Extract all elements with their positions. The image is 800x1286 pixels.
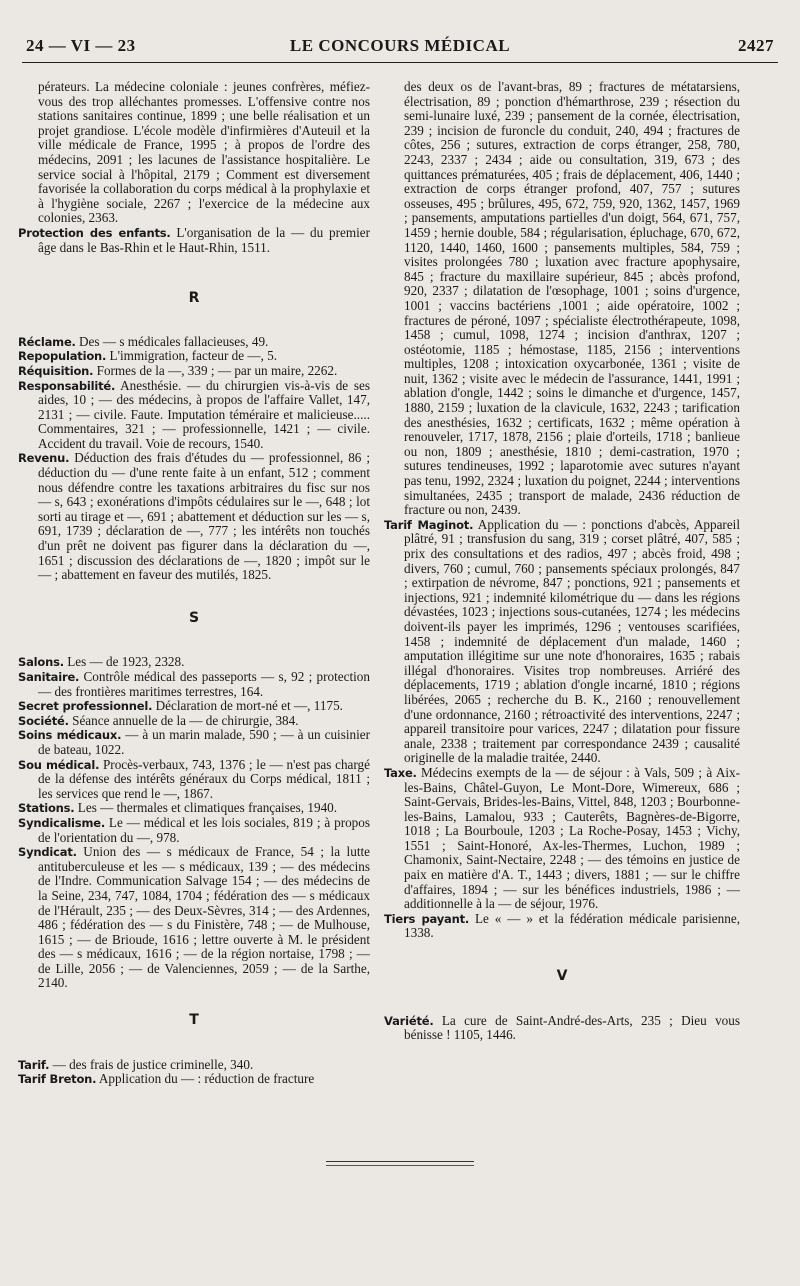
index-term: Syndicat. <box>18 845 77 860</box>
index-term: Syndicalisme. <box>18 815 105 830</box>
index-term: Revenu. <box>18 451 70 466</box>
index-entry <box>18 364 370 379</box>
index-entry <box>18 655 370 670</box>
index-entry <box>18 801 370 816</box>
index-entry <box>18 335 370 350</box>
index-entry <box>384 766 740 912</box>
index-entry <box>18 758 370 802</box>
index-term: Sou médical. <box>18 757 100 772</box>
index-entry <box>384 518 740 766</box>
page-issue-number: 24 — VI — 23 <box>26 36 136 55</box>
index-term: Repopulation. <box>18 349 107 364</box>
index-text: Union des — s médicaux de France, 54 ; la lutte antituberculeuse et les — s médicaux, 139 ; — des médecins de l'Indre. Communication Salvage 154 ; — des médecins de la Seine, 234, 747, 1084, 1704 ; fédération des — s médicaux de l'Hérault, 235 ; — des Deux-Sèvres, 314 ; — des Ardennes, 486 ; fédération des — s du Finistère, 748 ; — de Mulhouse, 1615 ; — de Brioude, 1616 ; lettre ouverte à M. le président des — s médicaux, 1616 ; — de la région nortaise, 1798 ; — de Lille, 2056 ; — de Valenciennes, 2059 ; — de la Sarthe, 2140. <box>38 844 370 991</box>
page-number: 2427 <box>738 36 774 55</box>
footer-rule-thin <box>326 1165 474 1166</box>
index-entry <box>18 845 370 991</box>
right-column <box>384 80 740 1043</box>
index-entry <box>18 728 370 757</box>
index-term: Variété. <box>384 1013 434 1028</box>
index-text: Les — thermales et climatiques françaises, 1940. <box>74 800 338 816</box>
index-entry <box>18 670 370 699</box>
index-entry <box>18 451 370 582</box>
index-entry <box>384 912 740 941</box>
index-entry <box>18 349 370 364</box>
index-entry <box>18 714 370 729</box>
index-term: Tarif Breton. <box>18 1072 97 1087</box>
index-term: Secret professionnel. <box>18 699 153 714</box>
index-text: Médecins exempts de la — de séjour : à Vals, 509 ; à Aix-les-Bains, Châtel-Guyon, Le Mont-Dore, Wimereux, 686 ; Saint-Gervais, Brides-les-Bains, Vittel, 848, 1203 ; Bourbonne-les-Bains, Lamalou, 933 ; Cauterêts, Bagnères-de-Bigorre, 1018 ; La Bourboule, 1203 ; La Roche-Posay, 1453 ; Vichy, 1551 ; Saint-Honoré, Ax-les-Thermes, Luchon, 1989 ; Chamonix, Saint-Nectaire, 2248 ; — des témoins en justice de paix en matière d'A. T., 1443 ; divers, 1881 ; — sur le chiffre d'affaires, 1894 ; — sur les bénéfices industriels, 1986 ; — additionnelle à la — de séjour, 1976. <box>404 764 740 912</box>
section-letter-r: R <box>188 290 200 307</box>
index-text: Déduction des frais d'études du — professionnel, 86 ; déduction du — d'une rente faite à un enfant, 512 ; comment nous défendre contre les taxations arbitraires du fisc sur nos — s, 643 ; exonérations d'impôts cédulaires sur le —, 648 ; lot sorti au tirage et —, 691 ; abattement et déduction sur les — s, 691, 1739 ; déclaration de —, 777 ; les intérêts non touchés d'un prêt ne doivent pas figurer dans la déclaration du —, 1651 ; discussion des déclarations de —, 1820 ; impôt sur le — ; abattement en faveur des mutilés, 1825. <box>38 450 370 583</box>
index-text: Formes de la —, 339 ; — par un maire, 2262. <box>93 362 338 378</box>
index-term: Tarif Maginot. <box>384 517 474 532</box>
index-entry <box>18 1058 370 1073</box>
index-term: Taxe. <box>384 765 417 780</box>
index-entry <box>18 699 370 714</box>
index-entry <box>18 379 370 452</box>
section-letter-t: T <box>189 1012 199 1029</box>
index-text: Déclaration de mort-né et —, 1175. <box>152 698 343 714</box>
index-text: Application du — : ponctions d'abcès, Appareil plâtré, 91 ; transfusion du sang, 319 ; corset plâtré, 407, 585 ; prix des consultations et des radios, 497 ; abcès froid, 498 ; divers, 760 ; cumul, 760 ; pansements spéciaux prolongés, 847 ; extirpation de névrome, 847 ; ponctions, 921 ; pansements et injections, 921 ; indemnité kilométrique du — dans les régions dévastées, 1023 ; injections sous-cutanées, 1274 ; les médecins doivent-ils payer les imprimés, 1296 ; ventouses scarifiées, 1458 ; indemnité de déplacement d'un malade, 1460 ; amputation illégitime sur une note d'honoraires, 1635 ; rabais illégal d'honoraires. Visites trop nombreuses. Arriéré des déplacements, 1719 ; ablation d'ongle incarné, 1810 ; régions libérées, 2065 ; recherche du B. K., 2160 ; renouvellement d'une ordonnance, 2160 ; rétroactivité des interventions, 2247 ; appareil transitoire pour varices, 2247 ; dilatation pour fissure anale, 2338 ; traitement par correspondance 2439 ; causalité originelle de la maladie traitée, 2440. <box>404 516 740 766</box>
index-text: Procès-verbaux, 743, 1376 ; le — n'est pas chargé de la défense des intérêts généraux du Corps médical, 1811 ; les services que rend le —, 1867. <box>38 756 370 801</box>
index-text: L'immigration, facteur de —, 5. <box>106 348 278 364</box>
index-text: Les — de 1923, 2328. <box>63 654 185 670</box>
index-text: L'organisation de la — du premier âge dans le Bas-Rhin et le Haut-Rhin, 1511. <box>38 224 371 255</box>
index-text: Application du — : réduction de fracture <box>96 1071 315 1087</box>
index-term: Responsabilité. <box>18 378 116 393</box>
index-text: Le « — » et la fédération médicale parisienne, 1338. <box>404 910 740 941</box>
index-entry <box>18 226 370 255</box>
index-term: Protection des enfants. <box>18 225 171 240</box>
page-header <box>22 36 778 63</box>
index-entry <box>18 1072 370 1087</box>
index-term: Société. <box>18 713 69 728</box>
index-entry <box>18 816 370 845</box>
index-term: Sanitaire. <box>18 670 80 684</box>
index-text: Des — s médicales fallacieuses, 49. <box>75 333 269 349</box>
left-column <box>18 80 370 1087</box>
index-term: Stations. <box>18 801 75 816</box>
index-text: — à un marin malade, 590 ; — à un cuisinier de bateau, 1022. <box>38 727 370 757</box>
index-term: Tarif. <box>18 1057 50 1072</box>
index-text: — des frais de justice criminelle, 340. <box>49 1056 254 1072</box>
index-text: Le — médical et les lois sociales, 819 ; à propos de l'orientation du —, 978. <box>38 814 370 845</box>
footer-rule <box>326 1161 474 1162</box>
index-text: Anesthésie. — du chirurgien vis-à-vis de ses aides, 10 ; — des médecins, à propos de l'affaire Vallet, 147, 2131 ; — civile. Faute. Imputation téméraire et malicieuse..... Commentaires, 321 ; — professionnelle, 1421 ; — civile. Accident du travail. Voie de recours, 1540. <box>38 377 370 451</box>
continued-entry-text: pérateurs. La médecine coloniale : jeunes confrères, méfiez-vous des trop alléchantes promesses. L'offensive contre nos stations sanitaires continue, 1899 ; une belle réalisation et un projet grandiose. L'école modèle d'infirmières d'Auteuil et la ville médicale de France, 1995 ; à propos de l'ordre des médecins, 2091 ; les lacunes de l'assistance hospitalière. Le service social à l'hôpital, 2179 ; Comment est diversement favorisée la collaboration du corps médical à la prophylaxie et à l'hygiène sociale, 2267 ; l'exercice de la médecine aux colonies, 2363. <box>38 79 370 226</box>
section-letter-s: S <box>188 609 200 626</box>
section-letter-v: V <box>556 968 568 985</box>
index-term: Tiers payant. <box>384 911 470 926</box>
index-term: Réquisition. <box>18 363 94 378</box>
index-term: Réclame. <box>18 334 76 349</box>
index-term: Salons. <box>18 655 64 670</box>
continued-entry-text: des deux os de l'avant-bras, 89 ; fractures de métatarsiens, électrisation, 89 ; ponction d'hémarthrose, 239 ; résection du semi-lunaire luxé, 239 ; pansement de la cornée, électrisation, 239 ; incision de furoncle du conduit, 240, 494 ; fractures de côtes, 256 ; sutures, extraction de corps étranger, 258, 780, 2243, 2337 ; 2434 ; aide ou consultation, 319, 673 ; des quittances prématurées, 405 ; frais de déplacement, 406, 1440 ; extraction de corps étranger profond, 407, 757 ; sutures osseuses, 495 ; brûlures, 495, 672, 759, 920, 1362, 1457, 1969 ; pansements, amputations partielles d'un doigt, 564, 671, 757, 1459 ; hernie double, 584 ; régularisation, épluchage, 670, 672, 1120, 1440, 1460, 1600 ; pansements multiples, 584, 759 ; visites prolongées 780 ; luxation avec fracture apophysaire, 845 ; fracture du maxillaire supérieur, 845 ; abcès profond, 920, 2337 ; dilatation de l'œsophage, 1001 ; soins d'urgence, 1001 ; vaccins bactériens ,1001 ; aide opératoire, 1002 ; fractures de péroné, 1097 ; spécialiste électrothérapeute, 1098, 1458 ; cumul, 1098, 1274 ; incision d'anthrax, 1207 ; ostéotomie, 1185 ; hémostase, 1185, 2156 ; interventions multiples, 1208 ; intoxication oxycarbonée, 1361 ; visite de nuit, 1362 ; visite avec le médecin de l'assurance, 1441, 1991 ; ablation d'ongle, 1442 ; soins le dimanche et d'urgence, 1457, 1880, 2159 ; luxation de la clavicule, 1632, 2243 ; tarification des anesthésies, 1632 ; certificats, 1632 ; même opération à renouveler, 1717, 1878, 2156 ; plaie d'orteils, 1718 ; banlieue ou non, 1809 ; anesthésie, 1810 ; demi-castration, 1970 ; sutures tendineuses, 1992 ; laparotomie avec sutures n'ayant pas tenu, 1992, 2324 ; luxation du poignet, 2244 ; interventions simultanées, 2435 ; transport de malade, 2436 réduction de fracture ou non, 2439. <box>404 79 740 518</box>
index-text: Séance annuelle de la — de chirurgie, 384. <box>68 712 299 728</box>
index-text: Contrôle médical des passeports — s, 92 ; protection — des frontières maritimes terrestres, 164. <box>38 669 370 699</box>
index-entry <box>384 1014 740 1043</box>
index-term: Soins médicaux. <box>18 728 122 743</box>
journal-title: LE CONCOURS MÉDICAL <box>289 36 511 55</box>
index-text: La cure de Saint-André-des-Arts, 235 ; Dieu vous bénisse ! 1105, 1446. <box>404 1012 740 1043</box>
